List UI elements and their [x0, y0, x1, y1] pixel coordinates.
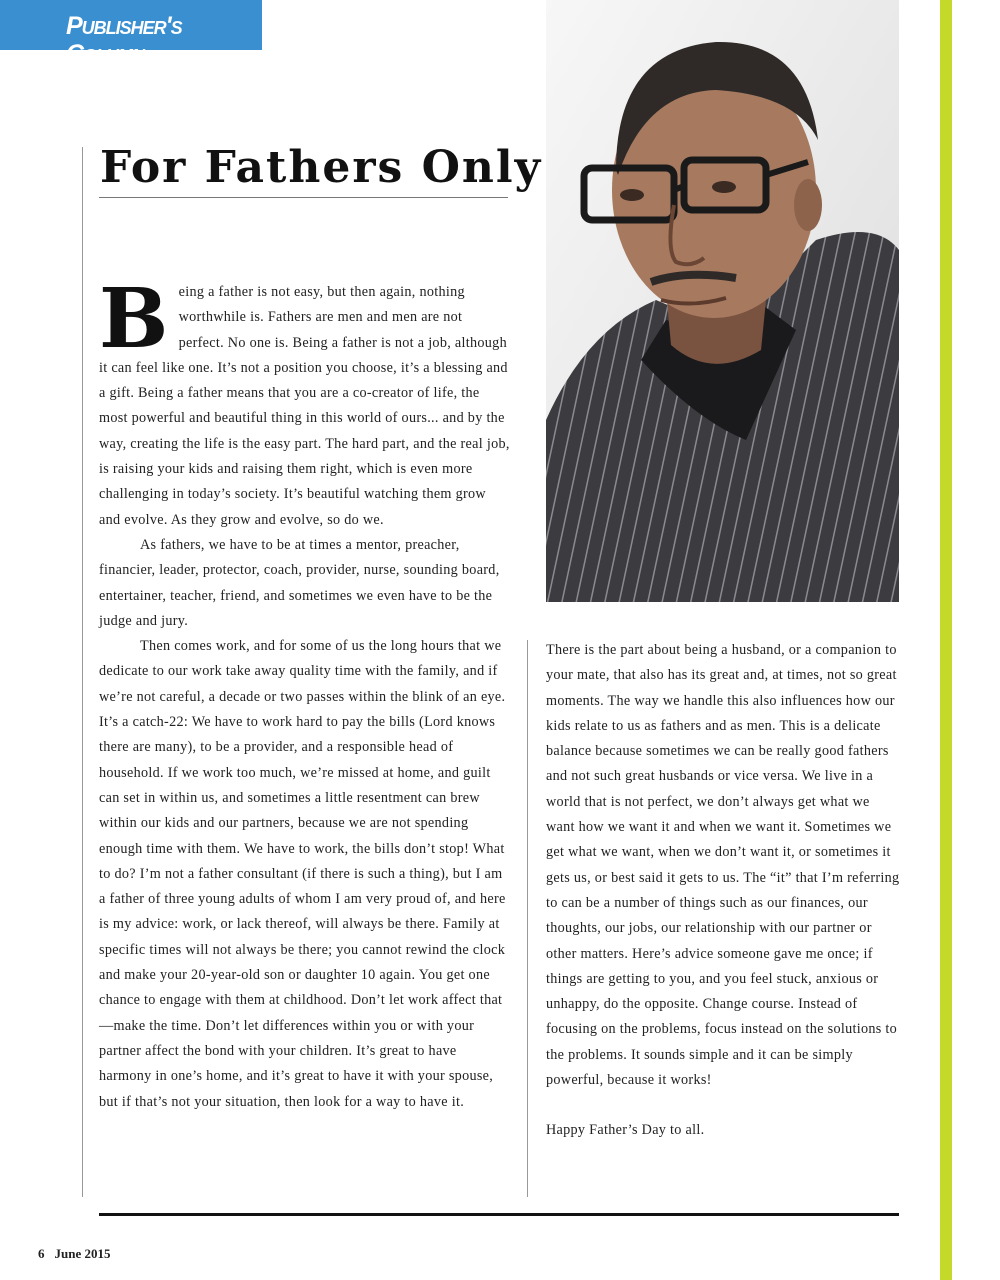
footer-rule: [99, 1213, 899, 1216]
article-paragraph: As fathers, we have to be at times a mentor, preacher, financier, leader, protector, coach, provider, nurse, sounding board, entertainer, teacher, friend, and sometimes we even have to be the judge and jury.: [99, 536, 500, 629]
drop-cap: B: [99, 271, 169, 367]
left-column-rule: [82, 147, 83, 1197]
article-right-column: [546, 638, 902, 1144]
closing-line: Happy Father’s Day to all.: [546, 1122, 705, 1139]
accent-stripe: [940, 0, 952, 1280]
article-paragraph: Then comes work, and for some of us the long hours that we dedicate to our work take away quality time with the family, and if we’re not careful, a decade or two passes within the blink of an eye. It’s a catch-22: We have to work hard to pay the bills (Lord knows there are many), to be a provider, and a responsible head of household. If we work too much, we’re missed at home, and guilt can set in within us, and sometimes a little resentment can brew within our kids and our partners, because we are not spending enough time with them. We have to work, the bills don’t stop! What to do? I’m not a father consultant (if there is such a thing), but I am a father of three young adults of whom I am very proud of, and here is my advice: work, or lack thereof, will always be there. Family at specific times will not always be there; you cannot rewind the clock and make your 20-year-old son or daughter 10 again. You get one chance to engage with them at childhood. Don’t let work affect that—make the time. Don’t let differences within you or with your partner affect the bond with your children. It’s great to have harmony in one’s home, and it’s great to have it with your spouse, but if that’s not your situation, then look for a way to have it.: [99, 638, 506, 1110]
article-title: For Fathers Only: [100, 142, 543, 193]
issue-date: June 2015: [54, 1246, 111, 1261]
article-paragraph: There is the part about being a husband, or a companion to your mate, that also has its great and, at times, not so great moments. The way we handle this also influences how our kids relate to us as fathers and as men. This is a delicate balance because sometimes we can be really good fathers and not such great husbands or vice versa. We live in a world that is not perfect, we don’t always get what we want how we want it and when we want it. Sometimes we get what we want, when we don’t want it, or sometimes it gets us, or best said it gets to us. The “it” that I’m referring to can be a number of things such as our finances, our thoughts, our jobs, our relationship with our partner or other matters. Here’s advice someone gave me once; if things are getting to you, and you feel stuck, anxious or unhappy, do the opposite. Change course. Instead of focusing on the problems, focus instead on the solutions to the problems. It sounds simple and it can be simply powerful, because it works!: [546, 642, 900, 1089]
author-photo: [546, 0, 899, 602]
right-column-rule: [527, 640, 528, 1197]
section-label: Publisher's Column: [66, 12, 182, 68]
paragraph-text: eing a father is not easy, but then again, nothing worthwhile is. Fathers are men and men are not perfect. No one is. Being a father is not a job, although it can feel like one. It’s not a position you choose, it’s a blessing and a gift. Being a father means that you are a co-creator of life, the most powerful and beautiful thing in this world of ours... and by the way, creating the life is the easy part. The hard part, and the real job, is raising your kids and raising them right, which is even more challenging in today’s society. It’s beautiful watching them grow and evolve. As they grow and evolve, so do we.: [99, 284, 510, 528]
page-number: 6: [38, 1246, 45, 1261]
article-paragraph: [99, 271, 511, 533]
portrait-illustration: [546, 0, 899, 602]
article-left-column: [99, 271, 511, 1115]
section-tab: [0, 0, 262, 68]
title-underline: [99, 197, 508, 198]
page-footer: [38, 1246, 110, 1262]
